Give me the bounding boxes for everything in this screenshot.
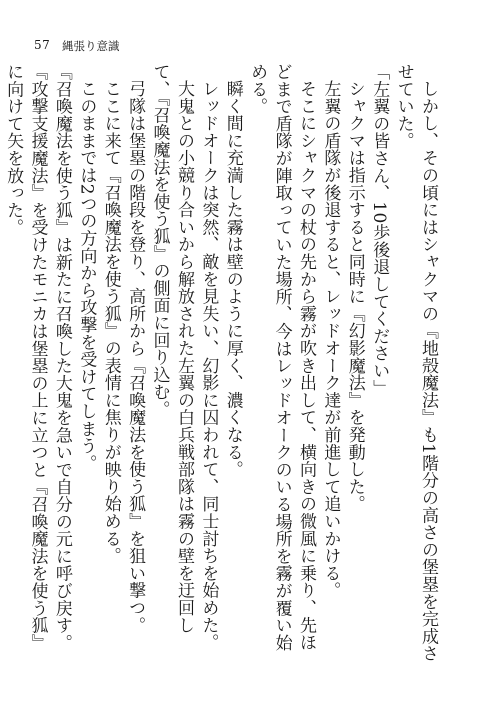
paragraph: 『召喚魔法を使う狐』は新たに召喚した大鬼を急いで自分の元に呼び戻す。 (51, 63, 72, 652)
paragraph: このままでは2つの方向から攻撃を受けてしまう。 (76, 80, 97, 472)
paragraph: 弓隊は堡塁の階段を登り、高所から『召喚魔法を使う狐』を狙い撃つ。 (125, 80, 146, 634)
paragraph: レッドオークは突然、敵を見失い、幻影に囚われて、同士討ちを始めた。 (198, 80, 219, 651)
paragraph: 「左翼の皆さん、10歩後退してください」 (369, 63, 390, 397)
paragraph: 大鬼との小競り合いから解放された左翼の白兵戦部隊は霧の壁を迂回して、『召喚魔法を使う狐』の側面に回り込む。 (149, 63, 194, 634)
page-number: 57 (34, 38, 51, 52)
paragraph: 『攻撃支援魔法』を受けたモニカは堡塁の上に立つと『召喚魔法を使う狐』に向けて矢を放った。 (3, 63, 48, 652)
paragraph: そこにシャクマの杖の先から霧が吹き出して、横向きの微風に乗り、先ほどまで盾隊が陣取っていた場所、今はレッドオークのいる場所を霧が覆い始める。 (247, 63, 316, 652)
chapter-title: 縄張り意識 (62, 39, 120, 53)
paragraph: しかし、その頃にはシャクマの『地殻魔法』も1階分の高さの堡塁を完成させていた。 (393, 63, 438, 663)
paragraph: 左翼の盾隊が後退すると、レッドオーク達が前進して追いかける。 (320, 80, 341, 599)
body-text (3, 63, 440, 663)
paragraph: 瞬く間に充満した霧は壁のように厚く、濃くなる。 (222, 80, 243, 478)
paragraph: ここに来て『召喚魔法を使う狐』の表情に焦りが映り始める。 (100, 80, 121, 565)
paragraph (0, 63, 1, 663)
paragraph: シャクマは指示すると同時に『幻影魔法』を発動した。 (344, 80, 365, 513)
